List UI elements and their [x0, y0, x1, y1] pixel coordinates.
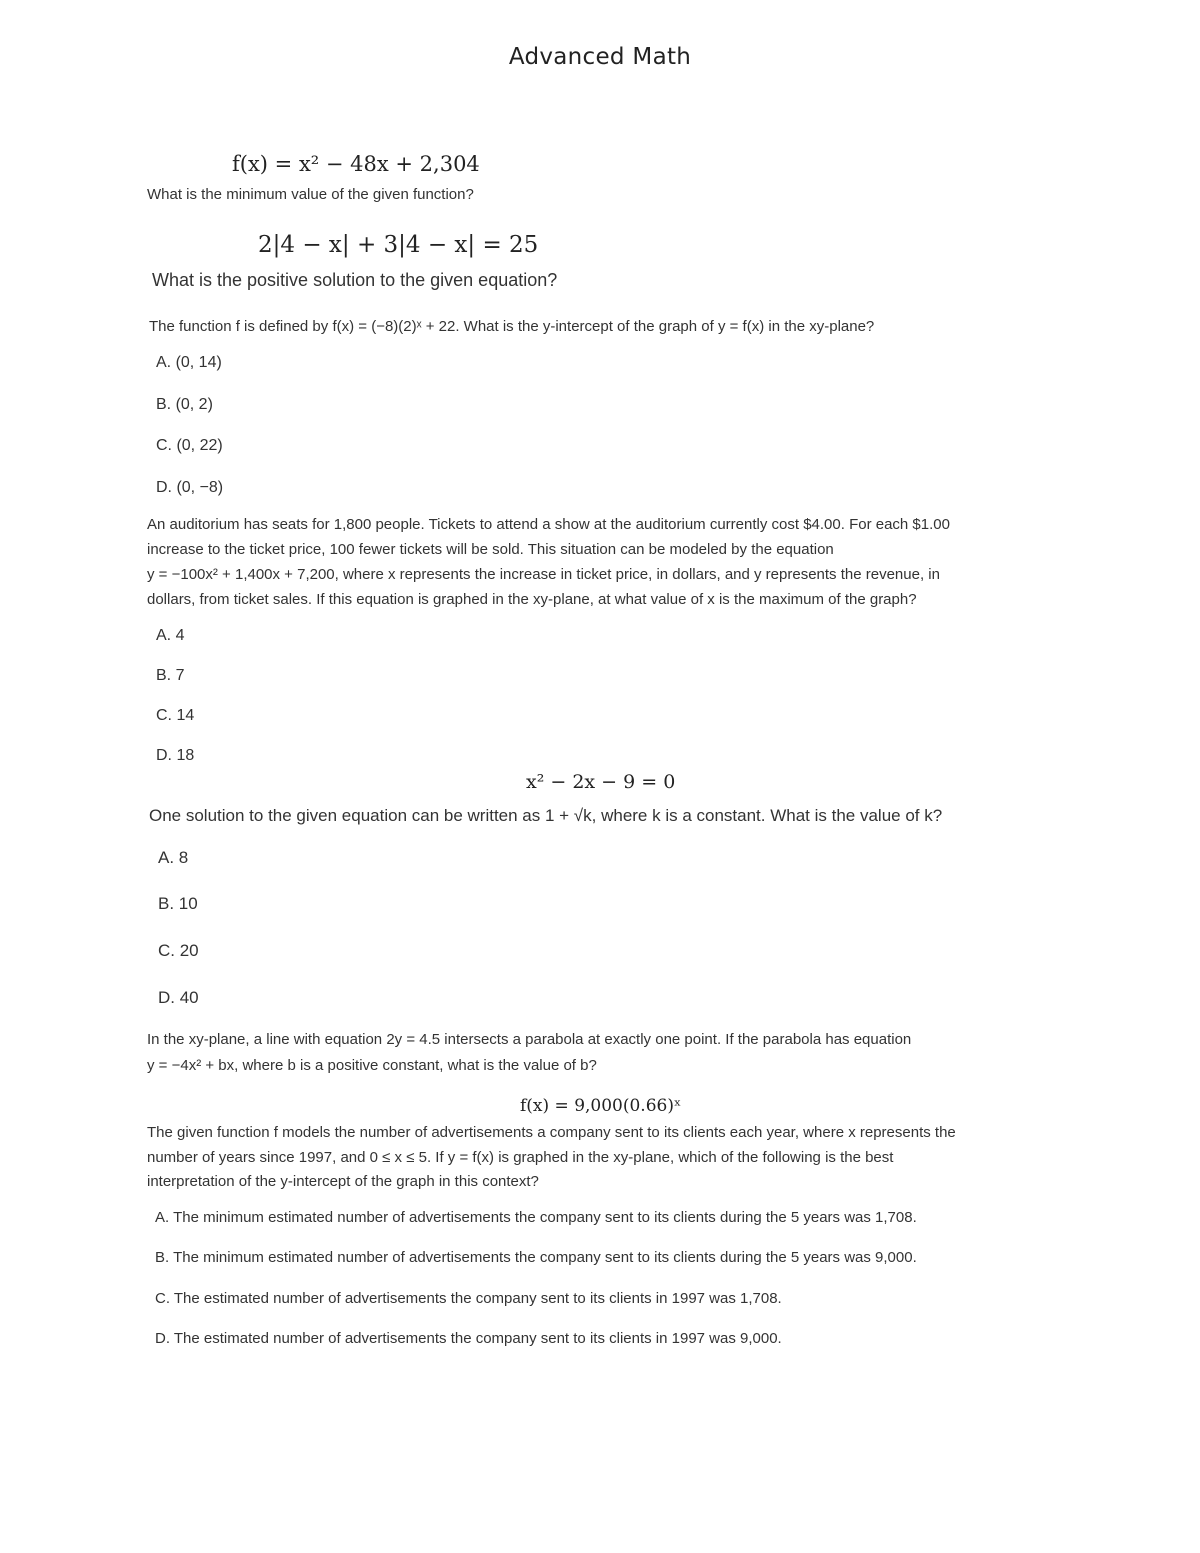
q4-option-a[interactable]: A. 4: [156, 627, 185, 644]
q6-line-1: In the xy-plane, a line with equation 2y = 4.5 intersects a parabola at exactly one point. If the parabola has equation: [147, 1031, 912, 1048]
q4-line-2: increase to the ticket price, 100 fewer tickets will be sold. This situation can be modeled by the equation: [147, 541, 834, 558]
q4-option-b[interactable]: B. 7: [156, 667, 185, 684]
q4-line-3: y = −100x² + 1,400x + 7,200, where x represents the increase in ticket price, in dollars, and y represents the revenue, in: [147, 566, 940, 583]
q3-prompt: The function f is defined by f(x) = (−8)(2)ˣ + 22. What is the y-intercept of the graph of y = f(x) in the xy-plane?: [149, 318, 875, 335]
q7-line-2: number of years since 1997, and 0 ≤ x ≤ 5. If y = f(x) is graphed in the xy-plane, which of the following is the best: [147, 1149, 894, 1166]
q3-option-d[interactable]: D. (0, −8): [156, 479, 224, 496]
q7-line-3: interpretation of the y-intercept of the graph in this context?: [147, 1173, 539, 1190]
q7-option-b[interactable]: B. The minimum estimated number of advertisements the company sent to its clients during the 5 years was 9,000.: [155, 1249, 917, 1266]
q7-option-c[interactable]: C. The estimated number of advertisements the company sent to its clients in 1997 was 1,708.: [155, 1290, 782, 1307]
q4-option-c[interactable]: C. 14: [156, 707, 195, 724]
q5-option-c[interactable]: C. 20: [158, 941, 199, 960]
q5-prompt: One solution to the given equation can be written as 1 + √k, where k is a constant. What is the value of k?: [149, 806, 943, 825]
q7-line-1: The given function f models the number of advertisements a company sent to its clients each year, where x represents the: [147, 1124, 956, 1141]
q1-prompt: What is the minimum value of the given function?: [147, 186, 474, 203]
q5-equation: x² − 2x − 9 = 0: [526, 771, 676, 793]
q2-prompt: What is the positive solution to the given equation?: [152, 270, 558, 290]
page-title: Advanced Math: [508, 44, 692, 70]
q4-option-d[interactable]: D. 18: [156, 747, 195, 764]
q3-option-b[interactable]: B. (0, 2): [156, 396, 213, 413]
q5-option-a[interactable]: A. 8: [158, 848, 189, 867]
q5-option-b[interactable]: B. 10: [158, 894, 198, 913]
q5-option-d[interactable]: D. 40: [158, 988, 199, 1007]
q3-option-a[interactable]: A. (0, 14): [156, 354, 222, 371]
q7-equation: f(x) = 9,000(0.66)ˣ: [520, 1096, 682, 1116]
q6-line-2: y = −4x² + bx, where b is a positive constant, what is the value of b?: [147, 1057, 597, 1074]
q4-line-4: dollars, from ticket sales. If this equation is graphed in the xy-plane, at what value of x is the maximum of the graph?: [147, 591, 917, 608]
q4-line-1: An auditorium has seats for 1,800 people. Tickets to attend a show at the auditorium currently cost $4.00. For each $1.00: [147, 516, 950, 533]
q2-equation: 2|4 − x| + 3|4 − x| = 25: [258, 232, 539, 258]
q3-option-c[interactable]: C. (0, 22): [156, 437, 223, 454]
q7-option-a[interactable]: A. The minimum estimated number of advertisements the company sent to its clients during the 5 years was 1,708.: [155, 1209, 917, 1226]
q1-equation: f(x) = x² − 48x + 2,304: [232, 152, 480, 176]
q7-option-d[interactable]: D. The estimated number of advertisements the company sent to its clients in 1997 was 9,000.: [155, 1330, 782, 1347]
